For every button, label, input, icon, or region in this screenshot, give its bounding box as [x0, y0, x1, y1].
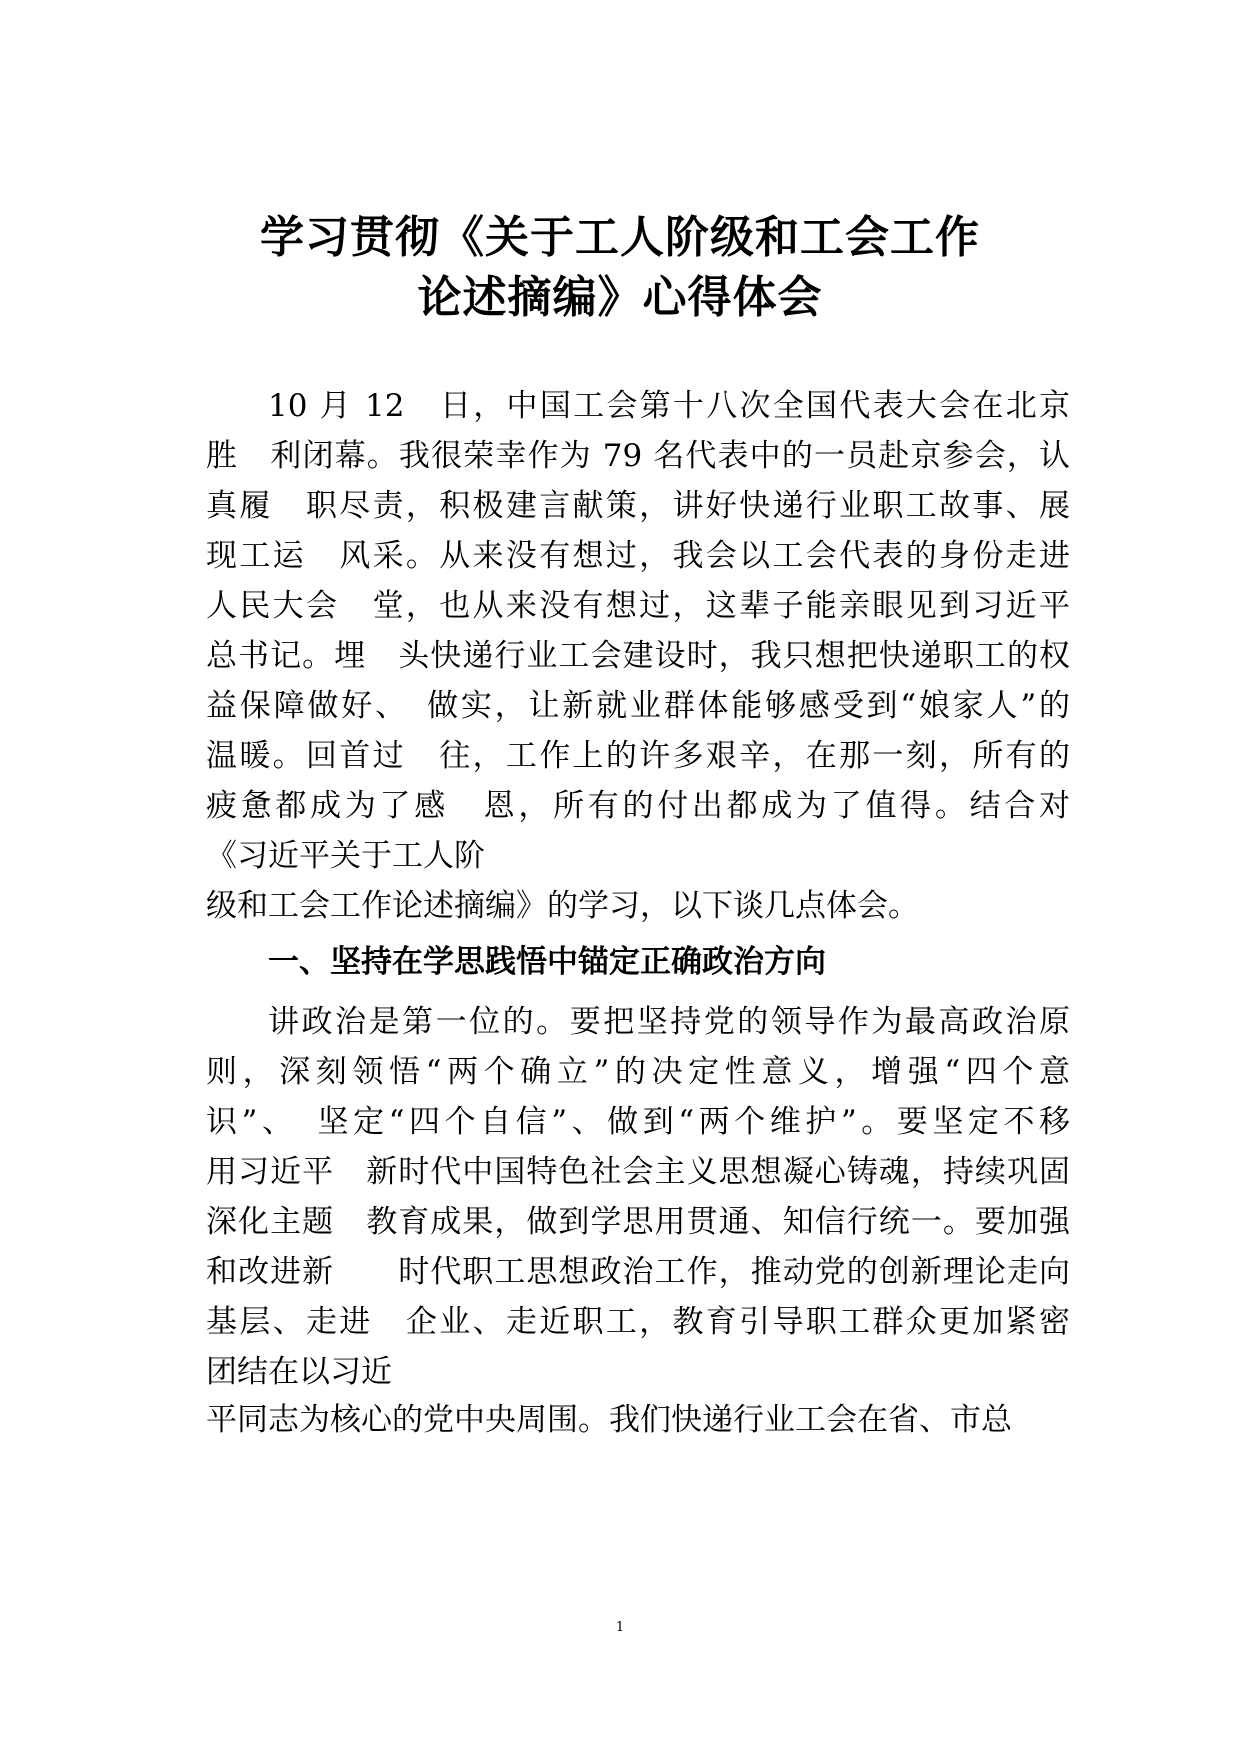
document-title: [0, 208, 1240, 328]
title-line-1: 学习贯彻《关于工人阶级和工会工作: [260, 212, 980, 263]
paragraph-1-line: 级和工会工作论述摘编》的学习，以下谈几点体会。: [206, 888, 919, 924]
paragraph-1-line: 益保障做好、 做实，让新就业群体能够感受到“娘家人”的: [206, 688, 1070, 724]
paragraph-2-line: 讲政治是第一位的。要把坚持党的领导作为最高政治原: [268, 1004, 1070, 1040]
title-line-2: 论述摘编》心得体会: [417, 272, 823, 323]
paragraph-1-line: 人民大会 堂，也从来没有想过，这辈子能亲眼见到习近平: [206, 588, 1070, 624]
paragraph-2-line: 深化主题 教育成果，做到学思用贯通、知信行统一。要加强: [206, 1204, 1070, 1240]
paragraph-1-line: 真履 职尽责，积极建言献策，讲好快递行业职工故事、展: [206, 488, 1070, 524]
paragraph-2-line: 团结在以习近: [206, 1354, 392, 1390]
paragraph-2-line: 则，深刻领悟“两个确立”的决定性意义，增强“四个意: [206, 1054, 1070, 1090]
paragraph-2-line: 识”、 坚定“四个自信”、做到“两个维护”。要坚定不移: [206, 1104, 1070, 1140]
paragraph-1-line: 10 月 12 日，中国工会第十八次全国代表大会在北京: [268, 388, 1070, 424]
paragraph-1-line: 疲惫都成为了感 恩，所有的付出都成为了值得。结合对: [206, 788, 1070, 824]
page-number: 1: [615, 1620, 625, 1635]
paragraph-1-line: 温暖。回首过 往，工作上的许多艰辛，在那一刻，所有的: [206, 738, 1070, 774]
paragraph-2-line: 用习近平 新时代中国特色社会主义思想凝心铸魂，持续巩固: [206, 1154, 1070, 1190]
paragraph-2-line: 平同志为核心的党中央周围。我们快递行业工会在省、市总: [206, 1402, 1012, 1438]
paragraph-1-line: 胜 利闭幕。我很荣幸作为 79 名代表中的一员赴京参会，认: [206, 438, 1070, 474]
paragraph-1-line: 总书记。埋 头快递行业工会建设时，我只想把快递职工的权: [206, 638, 1070, 674]
paragraph-2-line: 基层、走进 企业、走近职工，教育引导职工群众更加紧密: [206, 1304, 1070, 1340]
paragraph-1-line: 《习近平关于工人阶: [206, 838, 485, 874]
paragraph-2-line: 和改进新 时代职工思想政治工作，推动党的创新理论走向: [206, 1254, 1070, 1290]
section-heading: 一、坚持在学思践悟中锚定正确政治方向: [268, 944, 826, 980]
paragraph-1-line: 现工运 风采。从来没有想过，我会以工会代表的身份走进: [206, 538, 1070, 574]
